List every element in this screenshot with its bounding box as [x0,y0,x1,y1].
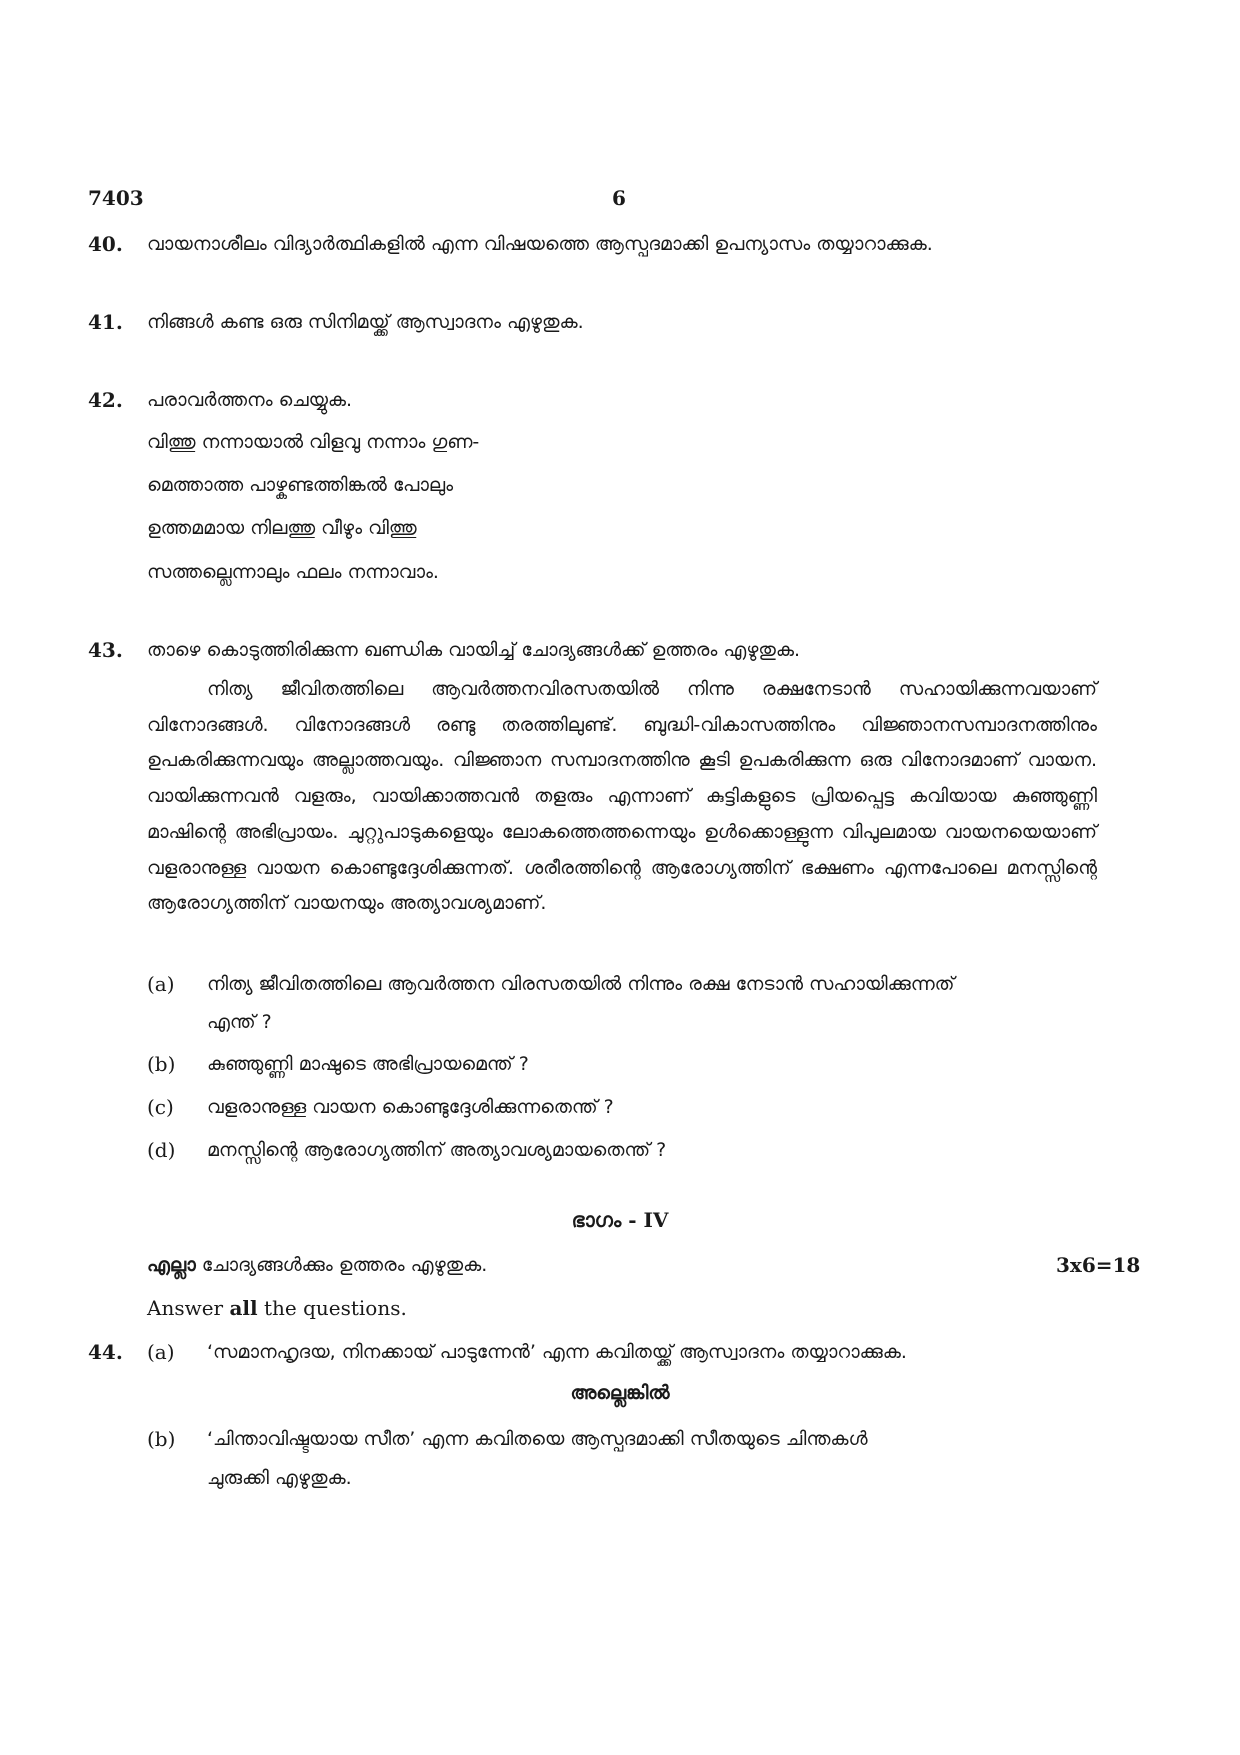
or-divider: അല്ലെങ്കിൽ [570,1382,670,1404]
subquestion-label-d: (d) [147,1138,176,1162]
subquestion-label-a: (a) [147,972,175,996]
question-number-40: 40. [88,232,123,256]
subquestion-c-text: വളരാനുള്ള വായന കൊണ്ടുദ്ദേശിക്കുന്നതെന്ത് ? [207,1096,614,1118]
subquestion-a-text-cont: എന്ത് ? [207,1011,272,1033]
q44-label-a: (a) [147,1340,175,1364]
question-number-44: 44. [88,1340,123,1364]
instruction-rest: ചോദ്യങ്ങൾക്കും ഉത്തരം എഴുതുക. [195,1254,488,1276]
subquestion-b-text: കുഞ്ഞുണ്ണി മാഷുടെ അഭിപ്രായമെന്ത് ? [207,1053,529,1075]
english-instruction-pre: Answer [147,1296,230,1320]
question-42-instruction: പരാവർത്തനം ചെയ്യുക. [147,389,353,411]
poem-line: ഉത്തമമായ നിലത്തു വീഴും വിത്തു [147,517,417,539]
q44-label-b: (b) [147,1427,176,1451]
subquestion-label-c: (c) [147,1095,174,1119]
section-instruction [147,1254,487,1276]
question-40-text: വായനാശീലം വിദ്യാർത്ഥികളിൽ എന്ന വിഷയത്തെ ആസ്പദമാക്കി ഉപന്യാസം തയ്യാറാക്കുക. [147,233,933,255]
reading-passage: നിത്യ ജീവിതത്തിലെ ആവർത്തനവിരസതയിൽ നിന്നു രക്ഷനേടാൻ സഹായിക്കുന്നവയാണ് വിനോദങ്ങൾ. വിനോദങ്ങൾ രണ്ടു തരത്തിലുണ്ട്. ബുദ്ധി-വികാസത്തിനും വിജ്ഞാനസമ്പാദനത്തിനും ഉപകരിക്കുന്നവയും അല്ലാത്തവയും. വിജ്ഞാന സമ്പാദനത്തിനു കൂടി ഉപകരിക്കുന്ന ഒരു വിനോദമാണ് വായന. വായിക്കുന്നവൻ വളരും, വായിക്കാത്തവൻ തളരും എന്നാണ് കുട്ടികളുടെ പ്രിയപ്പെട്ട കവിയായ കുഞ്ഞുണ്ണി മാഷിന്റെ അഭിപ്രായം. ചുറ്റുപാടുകളെയും ലോകത്തെത്തന്നെയും ഉൾക്കൊള്ളുന്ന വിപുലമായ വായനയെയാണ് വളരാനുള്ള വായന കൊണ്ടുദ്ദേശിക്കുന്നത്. ശരീരത്തിന്റെ ആരോഗ്യത്തിന് ഭക്ഷണം എന്നപോലെ മനസ്സിന്റെ ആരോഗ്യത്തിന് വായനയും അത്യാവശ്യമാണ്. [147,678,1097,915]
section-title: ഭാഗം - IV [571,1208,669,1232]
marks-allocation: 3x6=18 [1056,1253,1141,1277]
q44-a-text: ‘സമാനഹൃദയ, നിനക്കായ് പാടുന്നേൻ’ എന്ന കവിതയ്ക്ക് ആസ്വാദനം തയ്യാറാക്കുക. [207,1341,907,1363]
question-number-41: 41. [88,310,123,334]
question-43-instruction: താഴെ കൊടുത്തിരിക്കുന്ന ഖണ്ഡിക വായിച്ച് ചോദ്യങ്ങൾക്ക് ഉത്തരം എഴുതുക. [147,639,801,661]
subquestion-d-text: മനസ്സിന്റെ ആരോഗ്യത്തിന് അത്യാവശ്യമായതെന്ത് ? [207,1139,667,1161]
poem-line: മെത്താത്ത പാഴ്കണ്ടത്തിങ്കൽ പോലും [147,474,454,496]
q44-b-text-cont: ചുരുക്കി എഴുതുക. [207,1467,352,1489]
question-number-43: 43. [88,638,123,662]
poem-line: വിത്തു നന്നായാൽ വിളവു നന്നാം ഗുണ- [147,431,480,453]
paper-code: 7403 [88,186,144,210]
page-number: 6 [612,186,626,210]
english-instruction-bold: all [229,1296,258,1320]
subquestion-label-b: (b) [147,1052,176,1076]
instruction-emphasis: എല്ലാ [147,1254,196,1276]
subquestion-a-text: നിത്യ ജീവിതത്തിലെ ആവർത്തന വിരസതയിൽ നിന്നും രക്ഷ നേടാൻ സഹായിക്കുന്നത് [207,973,955,995]
english-instruction [147,1296,407,1320]
question-number-42: 42. [88,388,123,412]
question-41-text: നിങ്ങൾ കണ്ട ഒരു സിനിമയ്ക്ക് ആസ്വാദനം എഴുതുക. [147,311,584,333]
poem-line: സത്തല്ലെന്നാലും ഫലം നന്നാവാം. [147,561,439,583]
q44-b-text: ‘ചിന്താവിഷ്ടയായ സീത’ എന്ന കവിതയെ ആസ്പദമാക്കി സീതയുടെ ചിന്തകൾ [207,1428,868,1450]
english-instruction-post: the questions. [257,1296,407,1320]
